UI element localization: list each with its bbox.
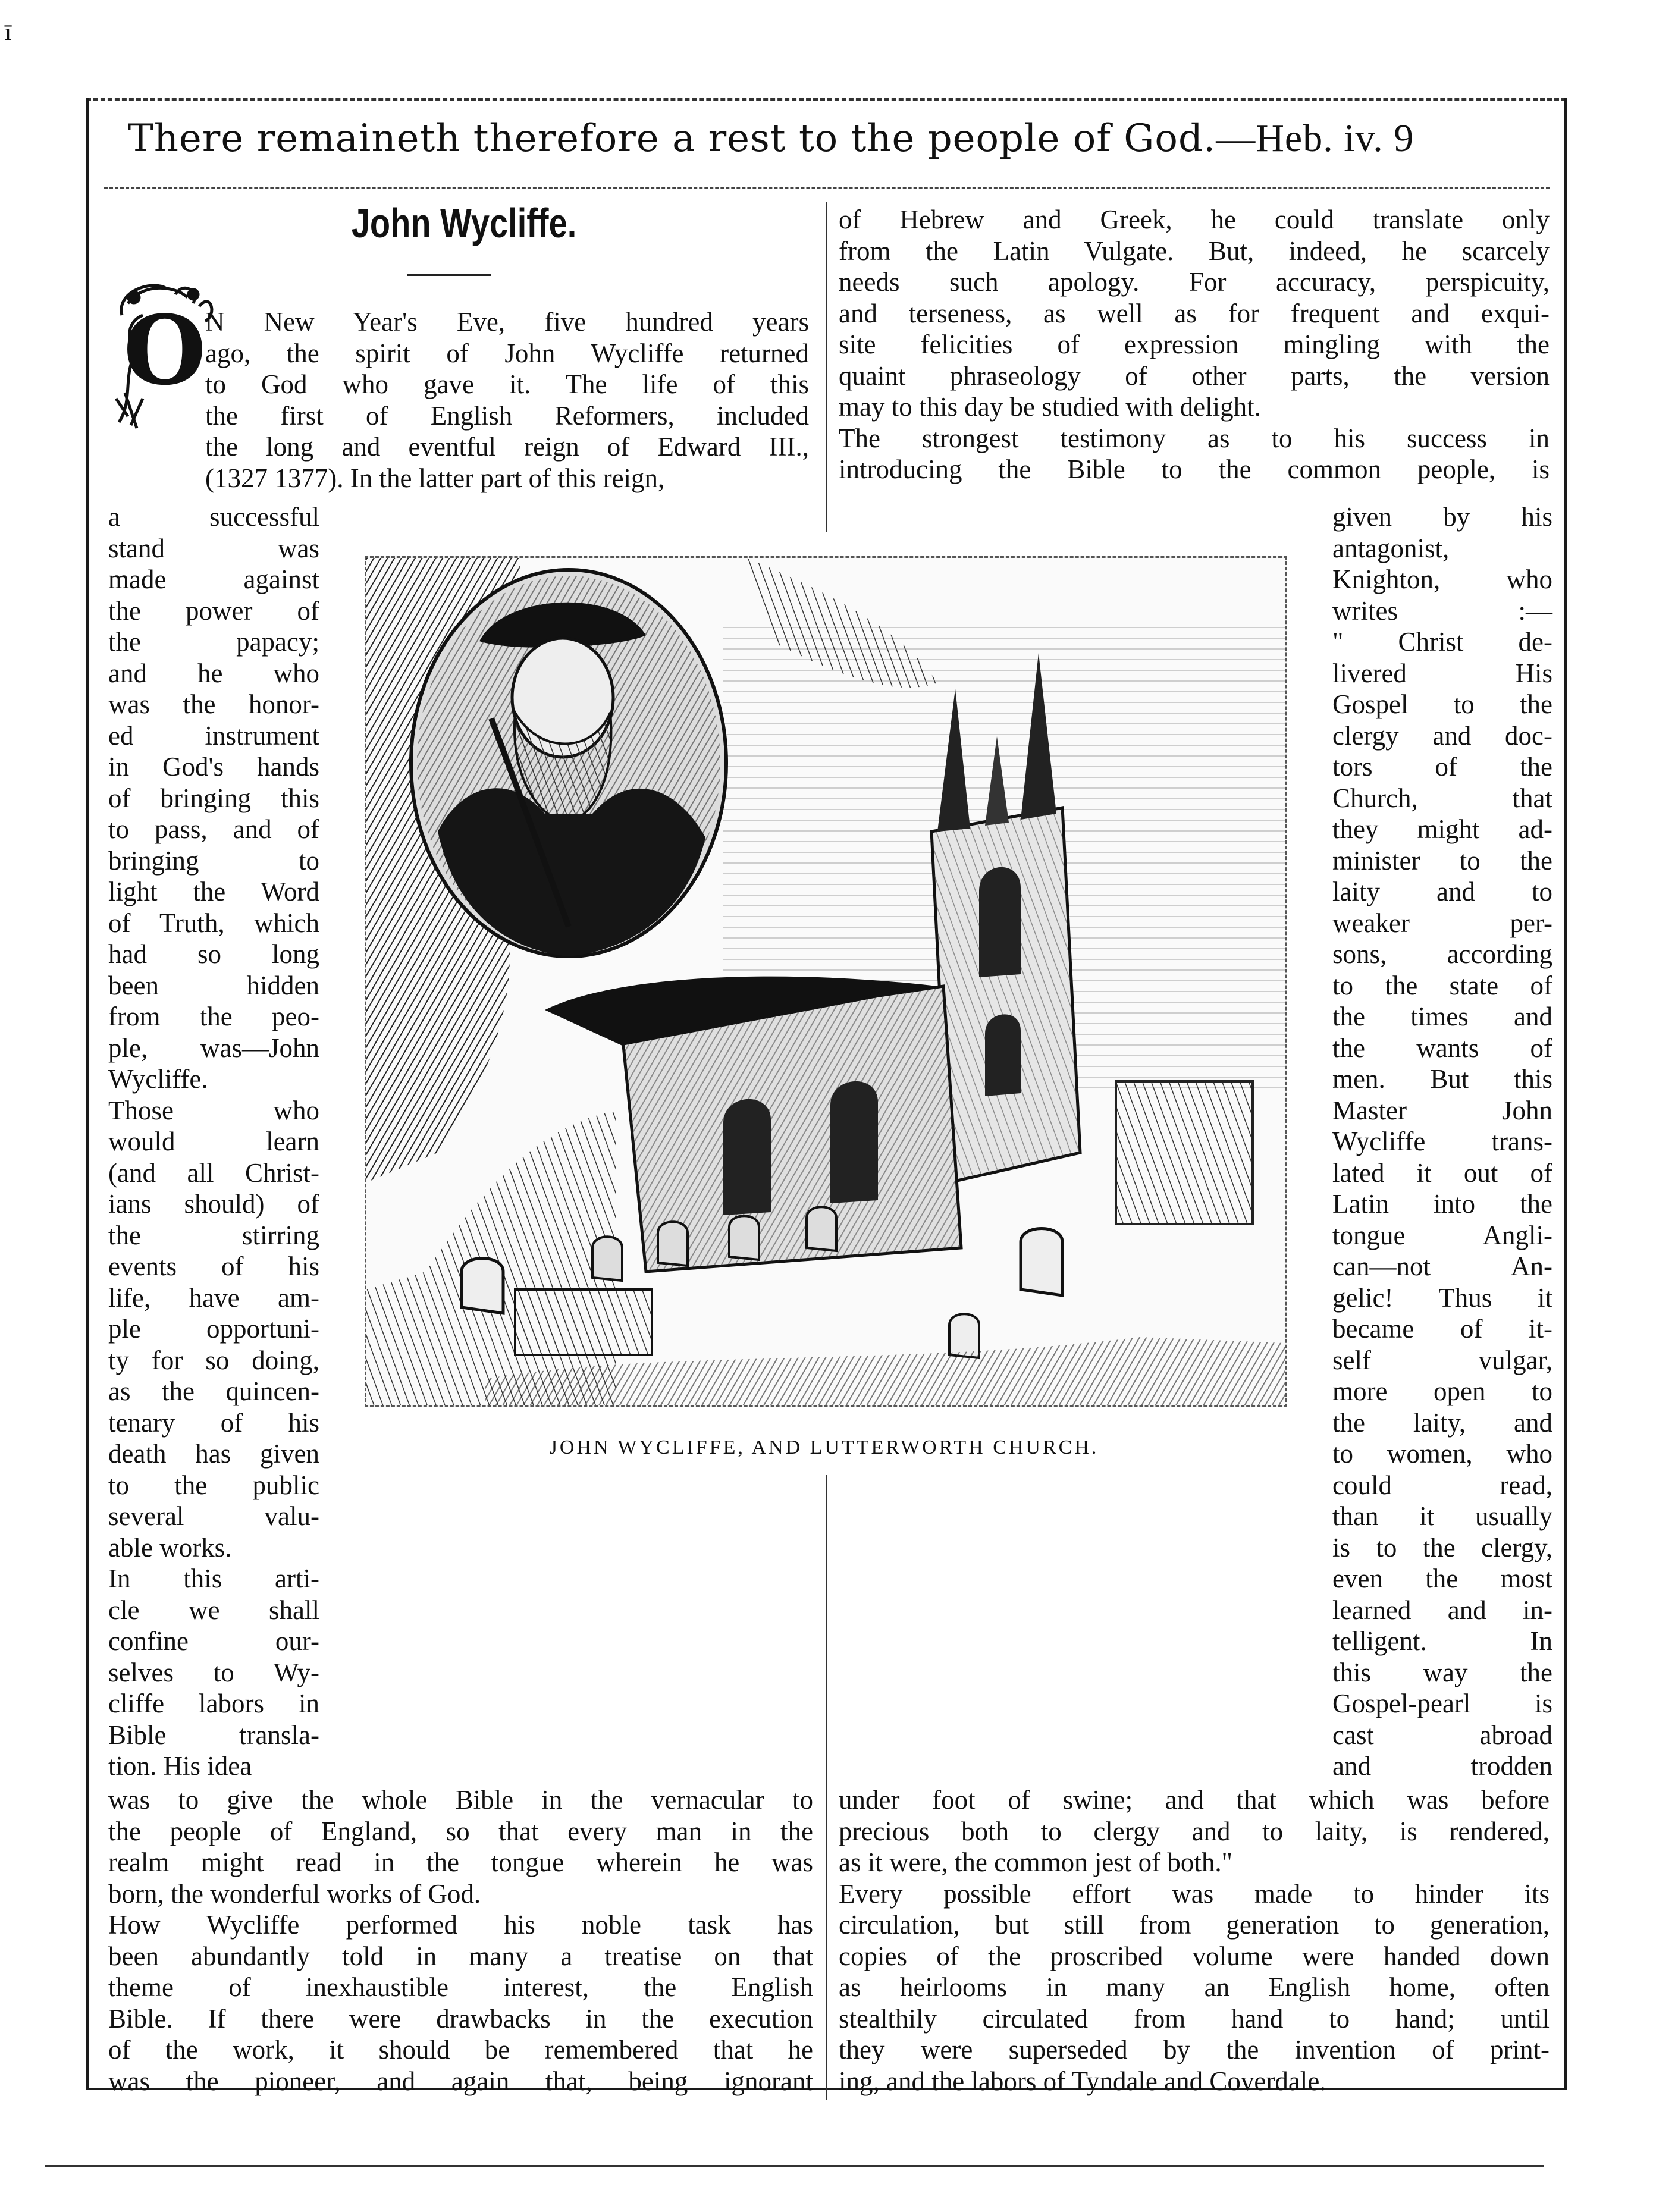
text-line: as heirlooms in many an English home, often xyxy=(839,1972,1550,2002)
text-line: even the most xyxy=(1332,1564,1552,1593)
text-line: gelic! Thus it xyxy=(1332,1282,1552,1313)
text-line: Knighton, who xyxy=(1332,564,1552,594)
text-line: the long and eventful reign of Edward III., xyxy=(205,432,809,462)
text-line: tors of the xyxy=(1332,752,1552,782)
article-title: John Wycliffe. xyxy=(351,200,577,246)
text-line: to pass, and of xyxy=(108,814,319,844)
text-line: been abundantly told in many a treatise on that xyxy=(108,1941,813,1971)
text-line: of the work, it should be remembered that he xyxy=(108,2035,813,2064)
text-line: in God's hands xyxy=(108,752,319,782)
text-line: the people of England, so that every man in the xyxy=(108,1816,813,1846)
text-line: stand was xyxy=(108,533,319,563)
text-line: Bible transla- xyxy=(108,1720,319,1750)
page-motto xyxy=(128,116,1544,161)
church-portrait-engraving xyxy=(366,558,1285,1405)
right-column-narrow xyxy=(1332,501,1552,1782)
text-line: given by his xyxy=(1332,502,1552,532)
text-line: and terseness, as well as for frequent and exqui- xyxy=(839,298,1550,328)
text-line: ago, the spirit of John Wycliffe returned xyxy=(205,338,809,368)
text-line: tenary of his xyxy=(108,1407,319,1438)
drop-cap-letter: O xyxy=(123,294,206,406)
text-line: needs such apology. For accuracy, perspicuity, xyxy=(839,267,1550,297)
text-line: been hidden xyxy=(108,970,319,1000)
text-line: weaker per- xyxy=(1332,908,1552,938)
text-line: born, the wonderful works of God. xyxy=(108,1878,481,1909)
text-line: Gospel-pearl is xyxy=(1332,1689,1552,1718)
text-line: ing, and the labors of Tyndale and Coverdale. xyxy=(839,2066,1326,2096)
text-line: and he who xyxy=(108,658,319,688)
text-line: clergy and doc- xyxy=(1332,720,1552,751)
text-line: bringing to xyxy=(108,845,319,876)
page-bottom-rule xyxy=(45,2165,1544,2167)
text-line: was the honor- xyxy=(108,689,319,719)
left-column-narrow xyxy=(108,501,319,1782)
title-rule xyxy=(407,274,491,276)
text-line: had so long xyxy=(108,939,319,969)
text-line: Latin into the xyxy=(1332,1189,1552,1219)
text-line: became of it- xyxy=(1332,1314,1552,1344)
text-line: (1327 1377). In the latter part of this reign, xyxy=(205,463,665,493)
text-line: minister to the xyxy=(1332,845,1552,876)
left-column-intro xyxy=(205,306,809,494)
text-line: this way the xyxy=(1332,1657,1552,1687)
text-line: from the Latin Vulgate. But, indeed, he scarcely xyxy=(839,236,1550,266)
text-line: How Wycliffe performed his noble task has xyxy=(108,1910,813,1940)
text-line: The strongest testimony as to his success in xyxy=(839,423,1550,453)
text-line: introducing the Bible to the common people, is xyxy=(839,454,1550,484)
text-line: a successful xyxy=(108,502,319,532)
text-line: quaint phraseology of other parts, the version xyxy=(839,360,1550,391)
left-column-bottom xyxy=(108,1784,813,2097)
text-line: self vulgar, xyxy=(1332,1345,1552,1375)
text-line: cast abroad xyxy=(1332,1720,1552,1750)
text-line: N New Year's Eve, five hundred years xyxy=(205,307,809,337)
text-line: realm might read in the tongue wherein he was xyxy=(108,1847,813,1877)
text-line: they were superseded by the invention of print- xyxy=(839,2035,1550,2064)
text-line: " Christ de- xyxy=(1332,627,1552,657)
text-line: ians should) of xyxy=(108,1189,319,1219)
text-line: is to the clergy, xyxy=(1332,1532,1552,1562)
text-line: Gospel to the xyxy=(1332,689,1552,719)
text-line: Master John xyxy=(1332,1095,1552,1125)
text-line: and trodden xyxy=(1332,1751,1552,1781)
text-line: to the state of xyxy=(1332,970,1552,1000)
text-line: Those who xyxy=(108,1095,319,1125)
text-line: Church, that xyxy=(1332,783,1552,813)
text-line: was to give the whole Bible in the vernacular to xyxy=(108,1785,813,1815)
text-line: the laity, and xyxy=(1332,1407,1552,1438)
page-corner-mark: ī xyxy=(5,18,12,45)
drop-cap-ornament xyxy=(110,280,220,434)
text-line: the power of xyxy=(108,595,319,626)
text-line: lated it out of xyxy=(1332,1157,1552,1188)
text-line: can—not An- xyxy=(1332,1251,1552,1281)
right-column-bottom xyxy=(839,1784,1550,2097)
text-line: able works. xyxy=(108,1532,232,1562)
text-line: than it usually xyxy=(1332,1501,1552,1531)
text-line: the times and xyxy=(1332,1002,1552,1031)
text-line: telligent. In xyxy=(1332,1626,1552,1656)
text-line: sons, according xyxy=(1332,939,1552,969)
text-line: circulation, but still from generation to generation, xyxy=(839,1910,1550,1940)
text-line: may to this day be studied with delight. xyxy=(839,392,1261,422)
text-line: Every possible effort was made to hinder its xyxy=(839,1878,1550,1909)
motto-reference: —Heb. iv. 9 xyxy=(1216,117,1414,160)
text-line: ple, was—John xyxy=(108,1033,319,1063)
text-line: tongue Angli- xyxy=(1332,1220,1552,1250)
text-line: life, have am- xyxy=(108,1282,319,1313)
text-line: theme of inexhaustible interest, the English xyxy=(108,1972,813,2002)
text-line: light the Word xyxy=(108,877,319,906)
text-line: would learn xyxy=(108,1127,319,1156)
text-line: (and all Christ- xyxy=(108,1157,319,1188)
text-line: of bringing this xyxy=(108,783,319,813)
text-line: Wycliffe trans- xyxy=(1332,1127,1552,1156)
column-divider-top xyxy=(826,202,827,532)
text-line: ty for so doing, xyxy=(108,1345,319,1375)
text-line: writes :— xyxy=(1332,595,1552,626)
text-line: from the peo- xyxy=(108,1002,319,1031)
text-line: as the quincen- xyxy=(108,1376,319,1406)
text-line: to the public xyxy=(108,1470,319,1500)
text-line: ed instrument xyxy=(108,720,319,751)
illustration-caption: JOHN WYCLIFFE, AND LUTTERWORTH CHURCH. xyxy=(549,1436,1099,1458)
text-line: to God who gave it. The life of this xyxy=(205,369,809,399)
text-line: men. But this xyxy=(1332,1064,1552,1094)
text-line: selves to Wy- xyxy=(108,1657,319,1687)
text-line: was the pioneer, and again that, being ignorant xyxy=(108,2066,813,2096)
text-line: laity and to xyxy=(1332,877,1552,906)
text-line: site felicities of expression mingling with the xyxy=(839,330,1550,359)
right-column-top xyxy=(839,204,1550,485)
text-line: livered His xyxy=(1332,658,1552,688)
text-line: stealthily circulated from hand to hand; until xyxy=(839,2003,1550,2034)
motto-text: There remaineth therefore a rest to the people of God. xyxy=(128,117,1216,161)
text-line: precious both to clergy and to laity, is rendered, xyxy=(839,1816,1550,1846)
text-line: to women, who xyxy=(1332,1439,1552,1469)
text-line: In this arti- xyxy=(108,1564,319,1593)
engraving-illustration xyxy=(365,556,1287,1407)
text-line: death has given xyxy=(108,1439,319,1469)
text-line: ple opportuni- xyxy=(108,1314,319,1344)
text-line: cliffe labors in xyxy=(108,1689,319,1718)
text-line: made against xyxy=(108,564,319,594)
text-line: more open to xyxy=(1332,1376,1552,1406)
text-line: tion. His idea xyxy=(108,1751,252,1781)
text-line: learned and in- xyxy=(1332,1595,1552,1625)
text-line: cle we shall xyxy=(108,1595,319,1625)
text-line: confine our- xyxy=(108,1626,319,1656)
text-line: the stirring xyxy=(108,1220,319,1250)
text-line: the first of English Reformers, included xyxy=(205,400,809,431)
text-line: of Truth, which xyxy=(108,908,319,938)
text-line: the papacy; xyxy=(108,627,319,657)
text-line: Wycliffe. xyxy=(108,1064,208,1094)
text-line: as it were, the common jest of both." xyxy=(839,1847,1232,1877)
text-line: they might ad- xyxy=(1332,814,1552,844)
column-divider-bottom xyxy=(826,1475,827,2100)
text-line: events of his xyxy=(108,1251,319,1281)
text-line: of Hebrew and Greek, he could translate only xyxy=(839,205,1550,234)
text-line: Bible. If there were drawbacks in the execution xyxy=(108,2003,813,2034)
text-line: several valu- xyxy=(108,1501,319,1531)
header-rule xyxy=(104,187,1550,189)
text-line: could read, xyxy=(1332,1470,1552,1500)
text-line: copies of the proscribed volume were handed down xyxy=(839,1941,1550,1971)
text-line: under foot of swine; and that which was before xyxy=(839,1785,1550,1815)
text-line: antagonist, xyxy=(1332,533,1450,563)
text-line: the wants of xyxy=(1332,1033,1552,1063)
